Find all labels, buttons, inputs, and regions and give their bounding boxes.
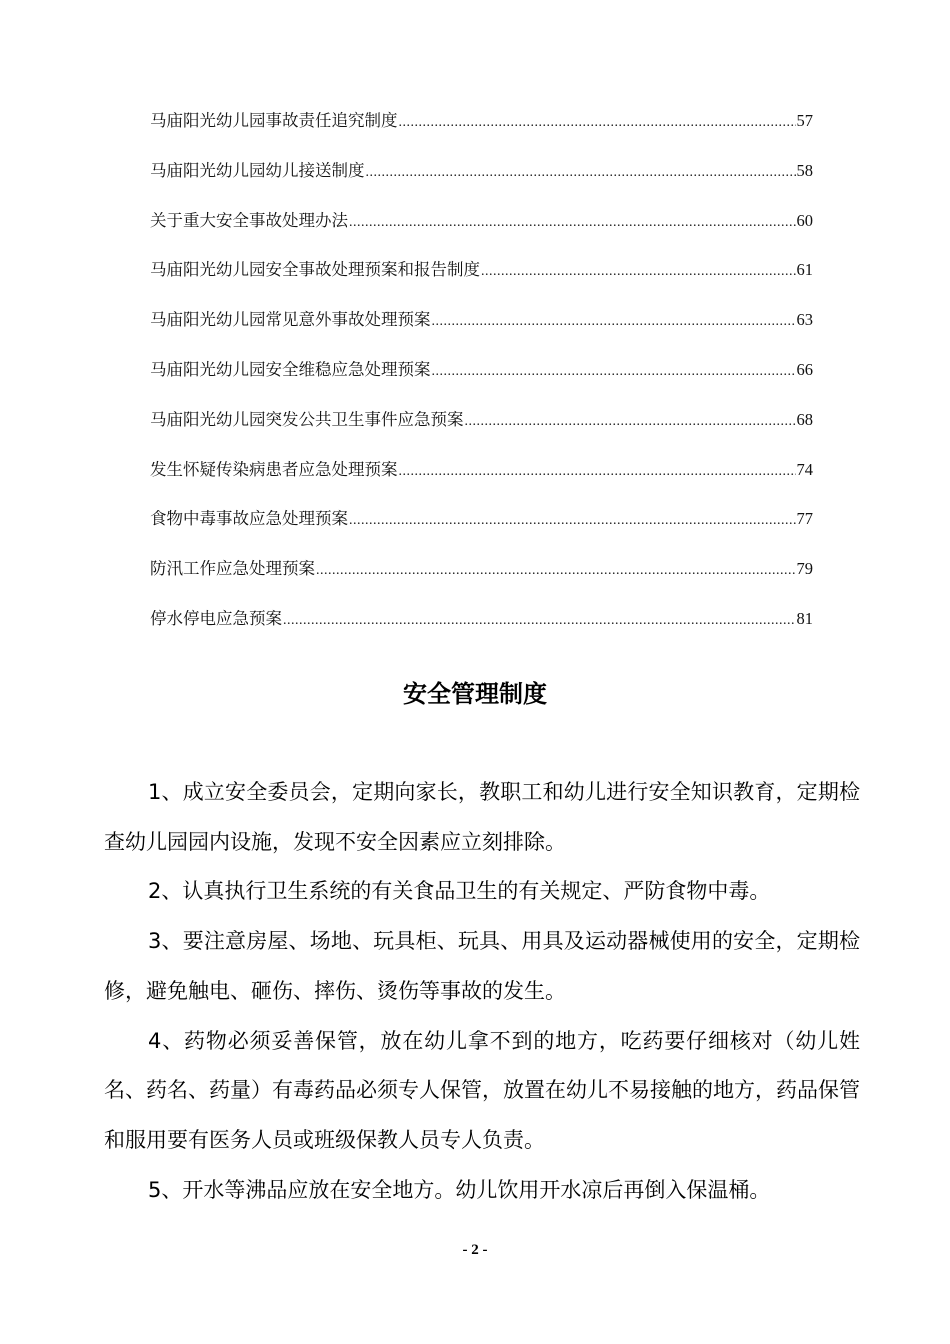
paragraph: 3、要注意房屋、场地、玩具柜、玩具、用具及运动器械使用的安全，定期检修，避免触电、砸伤、摔伤、烫伤等事故的发生。 <box>104 929 860 1003</box>
toc-entry[interactable] <box>150 305 813 355</box>
table-of-contents <box>150 106 813 654</box>
toc-dot-leader <box>399 108 796 138</box>
toc-entry[interactable] <box>150 504 813 554</box>
toc-entry[interactable] <box>150 405 813 455</box>
toc-entry-page: 66 <box>796 359 813 379</box>
section-body <box>104 768 860 1215</box>
toc-dot-leader <box>316 556 796 586</box>
toc-entry[interactable] <box>150 455 813 505</box>
toc-entry-title: 停水停电应急预案 <box>150 608 282 628</box>
toc-entry-title: 马庙阳光幼儿园安全维稳应急处理预案 <box>150 359 431 379</box>
toc-entry-title: 马庙阳光幼儿园常见意外事故处理预案 <box>150 310 431 330</box>
toc-entry-title: 防汛工作应急处理预案 <box>150 559 315 579</box>
toc-entry[interactable] <box>150 554 813 604</box>
toc-entry[interactable] <box>150 355 813 405</box>
toc-entry-title: 发生怀疑传染病患者应急处理预案 <box>150 459 398 479</box>
paragraph: 1、成立安全委员会，定期向家长，教职工和幼儿进行安全知识教育，定期检查幼儿园园内设施，发现不安全因素应立刻排除。 <box>104 780 860 854</box>
toc-entry-title: 马庙阳光幼儿园事故责任追究制度 <box>150 111 398 130</box>
toc-dot-leader <box>432 357 796 387</box>
toc-entry-page: 81 <box>796 608 813 628</box>
paragraph: 4、药物必须妥善保管，放在幼儿拿不到的地方，吃药要仔细核对（幼儿姓名、药名、药量）有毒药品必须专人保管，放置在幼儿不易接触的地方，药品保管和服用要有医务人员或班级保教人员专人负责。 <box>104 1028 860 1152</box>
toc-entry[interactable] <box>150 106 813 156</box>
toc-entry-page: 57 <box>796 111 813 130</box>
toc-entry-page: 74 <box>796 459 813 479</box>
toc-entry-title: 马庙阳光幼儿园安全事故处理预案和报告制度 <box>150 260 480 280</box>
toc-dot-leader <box>481 257 796 287</box>
toc-dot-leader <box>366 158 796 188</box>
paragraph: 2、认真执行卫生系统的有关食品卫生的有关规定、严防食物中毒。 <box>148 879 771 904</box>
page-number: - 2 - <box>462 1242 488 1258</box>
toc-dot-leader <box>465 407 796 437</box>
toc-dot-leader <box>349 506 796 536</box>
toc-dot-leader <box>283 606 796 636</box>
toc-entry-page: 60 <box>796 210 813 230</box>
toc-entry-title: 马庙阳光幼儿园突发公共卫生事件应急预案 <box>150 409 464 429</box>
toc-entry-page: 79 <box>796 559 813 579</box>
section-heading: 安全管理制度 <box>403 680 547 708</box>
toc-dot-leader <box>399 457 796 487</box>
toc-entry-page: 68 <box>796 409 813 429</box>
toc-entry-title: 食物中毒事故应急处理预案 <box>150 509 348 529</box>
toc-dot-leader <box>432 307 796 337</box>
toc-entry[interactable] <box>150 255 813 305</box>
paragraph: 5、开水等沸品应放在安全地方。幼儿饮用开水凉后再倒入保温桶。 <box>148 1177 771 1202</box>
toc-entry[interactable] <box>150 206 813 256</box>
toc-entry[interactable] <box>150 604 813 654</box>
toc-entry-title: 马庙阳光幼儿园幼儿接送制度 <box>150 160 365 180</box>
toc-entry-title: 关于重大安全事故处理办法 <box>150 210 348 230</box>
toc-entry-page: 77 <box>796 509 813 529</box>
toc-entry-page: 58 <box>796 160 813 180</box>
toc-entry-page: 63 <box>796 310 813 330</box>
toc-entry[interactable] <box>150 156 813 206</box>
toc-entry-page: 61 <box>796 260 813 280</box>
toc-dot-leader <box>349 208 796 238</box>
